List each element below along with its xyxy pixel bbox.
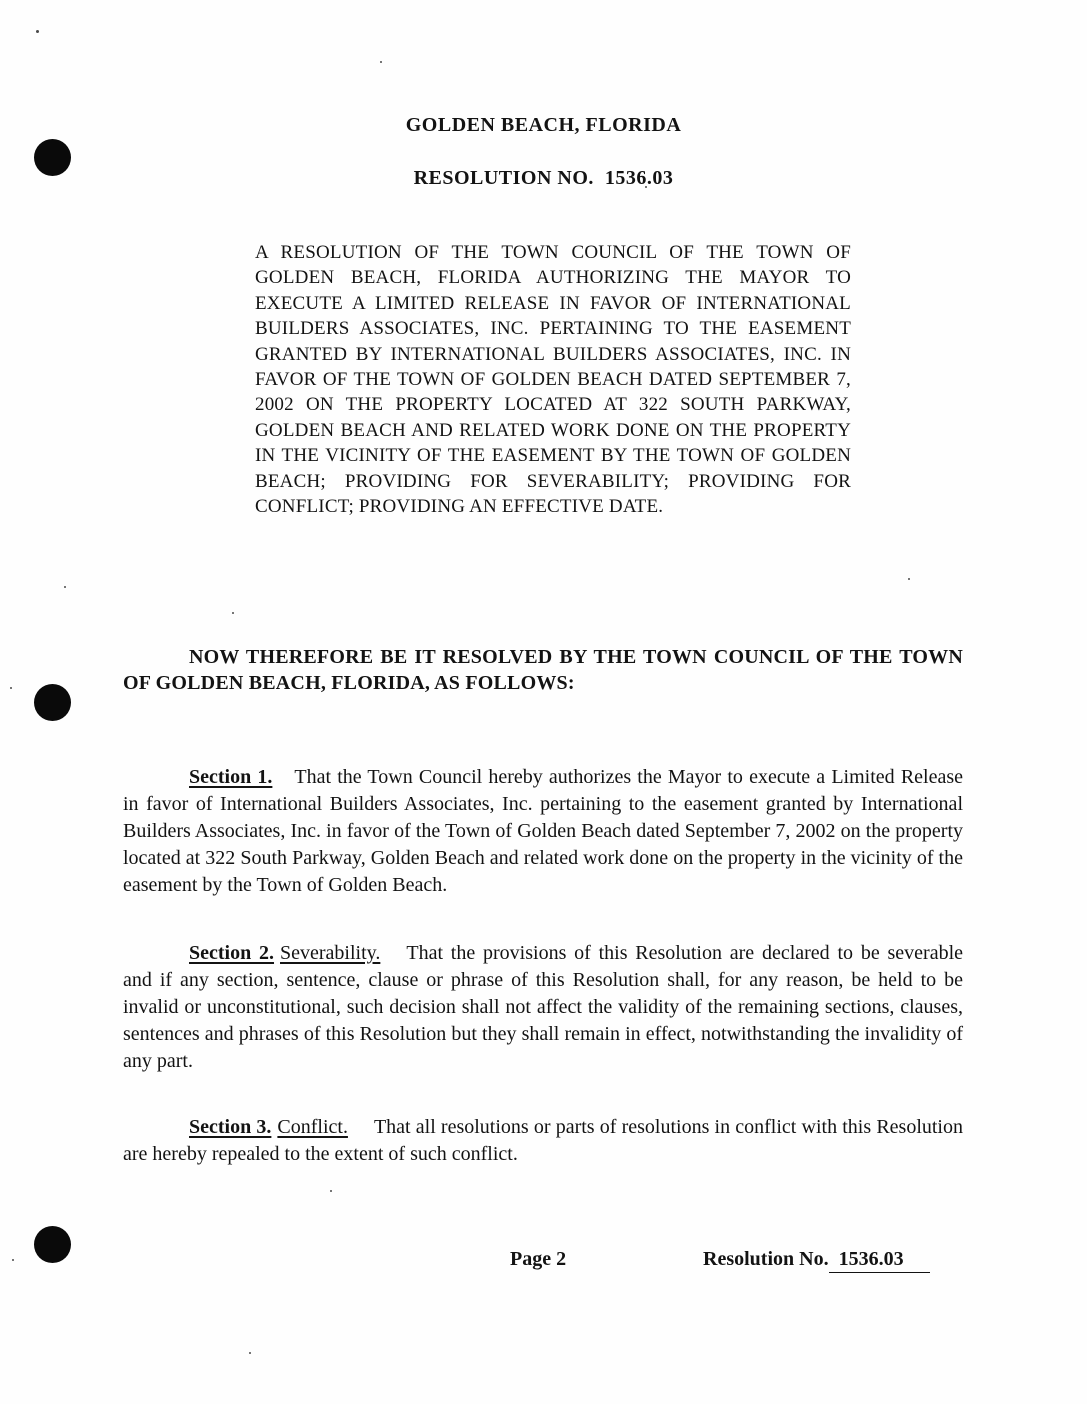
section-2-heading: Section 2. (189, 942, 275, 964)
footer-resolution-label: Resolution No. (703, 1248, 829, 1270)
section-3-heading: Section 3. (189, 1116, 272, 1138)
resolved-clause: NOW THEREFORE BE IT RESOLVED BY THE TOWN COUNCIL OF THE TOWN OF GOLDEN BEACH, FLORIDA, AS FOLLOWS: (123, 646, 963, 694)
scan-speckle (908, 578, 910, 580)
resolution-number-heading: RESOLUTION NO. 1536.03 (413, 167, 674, 189)
section-1 (123, 764, 963, 899)
section-2-subheading: Severability. (280, 942, 381, 964)
resolution-preamble: A RESOLUTION OF THE TOWN COUNCIL OF THE TOWN OF GOLDEN BEACH, FLORIDA AUTHORIZING THE MAYOR TO EXECUTE A LIMITED RELEASE IN FAVOR OF INTERNATIONAL BUILDERS ASSOCIATES, INC. PERTAINING TO THE EASEMENT GRANTED BY INTERNATIONAL BUILDERS ASSOCIATES, INC. IN FAVOR OF THE TOWN OF GOLDEN BEACH DATED SEPTEMBER 7, 2002 ON THE PROPERTY LOCATED AT 322 SOUTH PARKWAY, GOLDEN BEACH AND RELATED WORK DONE ON THE PROPERTY IN THE VICINITY OF THE EASEMENT BY THE TOWN OF GOLDEN BEACH; PROVIDING FOR SEVERABILITY; PROVIDING FOR CONFLICT; PROVIDING AN EFFECTIVE DATE. (255, 242, 851, 518)
section-3-body: That all resolutions or parts of resolutions in conflict with this Resolution are hereby repealed to the extent of such conflict. (123, 1116, 963, 1165)
scan-speckle (64, 586, 66, 588)
scan-speckle (330, 1190, 332, 1192)
page-footer (0, 1248, 1087, 1288)
footer-resolution (703, 1248, 930, 1271)
page-number: Page 2 (510, 1248, 567, 1270)
section-2-body: That the provisions of this Resolution are declared to be severable and if any section, sentence, clause or phrase of this Resolution shall, for any reason, be held to be invalid or unconstitutional, such decision shall not affect the validity of the remaining sections, clauses, sentences and phrases of this Resolution but they shall remain in effect, notwithstanding the invalidity of any part. (123, 942, 964, 1072)
section-1-body: That the Town Council hereby authorizes the Mayor to execute a Limited Release in favor of International Builders Associates, Inc. pertaining to the easement granted by International Builders Associates, Inc. in favor of the Town of Golden Beach dated September 7, 2002 on the property located at 322 South Parkway, Golden Beach and related work done on the property in the vicinity of the easement by the Town of Golden Beach. (123, 766, 964, 896)
scan-speckle (36, 30, 39, 33)
footer-resolution-value: 1536.03 (829, 1248, 930, 1273)
punch-hole-middle (34, 684, 71, 721)
scan-speckle (10, 687, 12, 689)
scan-speckle (380, 61, 382, 63)
section-3 (123, 1114, 963, 1168)
document-title: GOLDEN BEACH, FLORIDA (405, 114, 682, 136)
section-3-subheading: Conflict. (277, 1116, 348, 1138)
section-2 (123, 940, 963, 1075)
section-1-heading: Section 1. (189, 766, 273, 788)
scan-speckle (249, 1352, 251, 1354)
scan-speckle (232, 612, 234, 614)
